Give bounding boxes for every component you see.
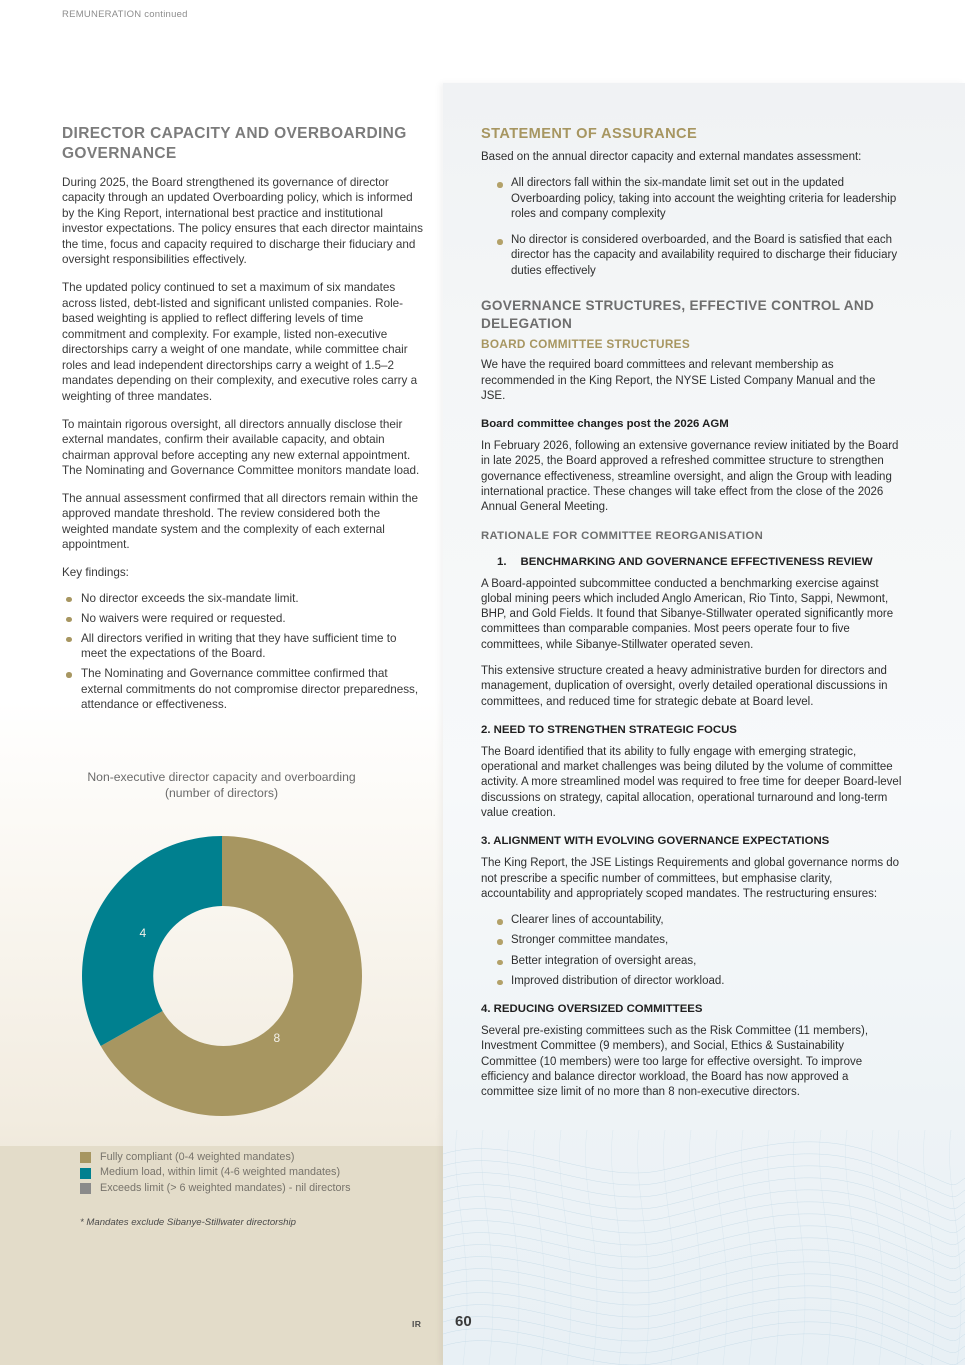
board-committee-structures-title: BOARD COMMITTEE STRUCTURES xyxy=(481,337,690,352)
rationale-item-4-body: Several pre-existing committees such as the Risk Committee (11 members), Investment Committee (9 members), and Social, Ethics & Sustainability Committee (10 members) were too large for effective oversight. To improve efficiency and balance director workload, the Board has now approved a committee size limit of no more than 8 non-executive directors. xyxy=(481,1025,869,1099)
left-paragraph-3: To maintain rigorous oversight, all directors annually disclose their external mandates, confirm their available capacity, and obtain chairman approval before accepting any new external appointment. The Nominating and Governance Committee monitors mandate load. xyxy=(62,417,420,478)
footer-page-number: 60 xyxy=(455,1313,472,1330)
legend-swatch-grey xyxy=(80,1183,91,1194)
governance-structures-title: GOVERNANCE STRUCTURES, EFFECTIVE CONTROL AND DELEGATION xyxy=(481,297,875,331)
donut-label-fully-compliant: 8 xyxy=(273,1030,281,1045)
legend-item-medium-load xyxy=(80,1165,443,1180)
list-item: The Nominating and Governance committee confirmed that external commitments do not compromise director preparedness, attendance or effectiveness. xyxy=(62,666,424,713)
left-column xyxy=(62,124,424,719)
list-item: Better integration of oversight areas, xyxy=(481,954,902,969)
chart-footnote: * Mandates exclude Sibanye-Stillwater directorship xyxy=(80,1217,296,1229)
legend-label: Exceeds limit (> 6 weighted mandates) - nil directors xyxy=(100,1181,351,1194)
list-item: Improved distribution of director workload. xyxy=(481,974,902,989)
legend-swatch-teal xyxy=(80,1168,91,1179)
left-paragraph-4: The annual assessment confirmed that all directors remain within the approved mandate threshold. The review considered both the weighted mandate system and the complexity of each external appointment. xyxy=(62,491,418,552)
list-item: All directors verified in writing that they have sufficient time to meet the expectations of the Board. xyxy=(62,631,424,662)
legend-swatch-gold xyxy=(80,1152,91,1163)
chart-title xyxy=(0,770,443,802)
statement-of-assurance-title: STATEMENT OF ASSURANCE xyxy=(481,126,698,142)
right-column xyxy=(481,126,902,1112)
list-item: No director is considered overboarded, and the Board is satisfied that each director has the capacity and availability required to discharge their fiduciary duties effectively xyxy=(481,233,902,279)
rationale-item-2-heading: 2. NEED TO STRENGTHEN STRATEGIC FOCUS xyxy=(481,723,737,736)
list-item: No director exceeds the six-mandate limit. xyxy=(62,591,424,607)
chart-title-line-1: Non-executive director capacity and overboarding xyxy=(87,770,356,784)
chart-legend xyxy=(0,1150,443,1196)
assurance-intro: Based on the annual director capacity and external mandates assessment: xyxy=(481,151,862,163)
rationale-item-1-body-1: A Board-appointed subcommittee conducted a benchmarking exercise against global mining peers which included Anglo American, Rio Tinto, Sappi, Newmont, BHP, and Gold Fields. It found that Sibanye-Stillwater operated significantly more committees than comparable companies. Most peers operate four to five committees, while Sibanye-Stillwater operated seven. xyxy=(481,577,894,651)
assurance-bullet-list xyxy=(481,176,902,279)
donut-label-medium-load: 4 xyxy=(139,925,147,940)
legend-label: Fully compliant (0-4 weighted mandates) xyxy=(100,1150,295,1163)
committee-changes-body: In February 2026, following an extensive governance review initiated by the Board in late 2025, the Board approved a refreshed committee structure to strengthen governance effectiveness, streamline oversight, and align the Group with leading international practice. These changes will take effect from the close of the 2026 Annual General Meeting. xyxy=(481,440,899,514)
footer-report-code: IR xyxy=(412,1319,422,1329)
rationale-item-1-heading xyxy=(481,556,902,568)
page-title: DIRECTOR CAPACITY AND OVERBOARDING GOVERNANCE xyxy=(62,125,407,162)
list-item: All directors fall within the six-mandate limit set out in the updated Overboarding policy, taking into account the weighting criteria for leadership roles and company complexity xyxy=(481,176,902,222)
list-item: Stronger committee mandates, xyxy=(481,933,902,948)
rationale-title: RATIONALE FOR COMMITTEE REORGANISATION xyxy=(481,529,764,542)
overboarding-donut-chart xyxy=(0,770,443,1228)
legend-item-exceeds-limit xyxy=(80,1181,443,1196)
key-findings-list xyxy=(62,591,424,713)
wave-pattern-decoration xyxy=(443,1130,965,1365)
legend-label: Medium load, within limit (4-6 weighted mandates) xyxy=(100,1166,341,1179)
list-item: Clearer lines of accountability, xyxy=(481,913,902,928)
left-paragraph-2: The updated policy continued to set a maximum of six mandates across listed, debt-listed and significant unlisted companies. Role-based weighting is applied to reflect differing levels of time commitment and complexity. For example, listed non-executive directorships carry a weight of one mandate, while committee chair roles and lead independent directorships carry a weight of 1.5–2 mandates depending on their complexity, and executive roles carry a weighting of three mandates. xyxy=(62,281,418,403)
rationale-item-4-heading: 4. REDUCING OVERSIZED COMMITTEES xyxy=(481,1003,703,1016)
running-head: REMUNERATION continued xyxy=(62,9,188,20)
rationale-item-3-body: The King Report, the JSE Listings Requirements and global governance norms do not prescribe a specific number of committees, but emphasise clarity, accountability and appropriately scoped mandates. The restructuring ensures: xyxy=(481,857,900,900)
committee-structures-body: We have the required board committees and relevant membership as recommended in the King Report, the NYSE Listed Company Manual and the JSE. xyxy=(481,359,876,402)
key-findings-label: Key findings: xyxy=(62,566,129,580)
left-paragraph-1: During 2025, the Board strengthened its governance of director capacity through an updated Overboarding policy, which is informed by the King Report, international best practice and institutional investor expectations. The policy ensures that each director maintains the time, focus and capacity required to discharge their fiduciary and oversight responsibilities effectively. xyxy=(62,175,423,267)
rationale-item-2-body: The Board identified that its ability to fully engage with emerging strategic, operational and market challenges was being diluted by the volume of committee activity. A more streamlined model was required to free time for deeper Board-level discussions on strategy, capital allocation, operational turnaround and long-term value creation. xyxy=(481,745,902,819)
donut-slice-medium-load xyxy=(82,836,222,1046)
committee-changes-heading: Board committee changes post the 2026 AGM xyxy=(481,418,729,431)
donut-graphic xyxy=(72,826,372,1126)
rationale-item-1-number: 1. xyxy=(497,555,507,568)
rationale-item-1-label: BENCHMARKING AND GOVERNANCE EFFECTIVENESS REVIEW xyxy=(520,555,873,568)
legend-item-fully-compliant xyxy=(80,1150,443,1165)
rationale-item-1-body-2: This extensive structure created a heavy administrative burden for directors and management, duplication of oversight, overly detailed operational discussions in committees, and reduced time for strategic debate at Board level. xyxy=(481,664,888,708)
rationale-item-3-bullet-list xyxy=(481,913,902,989)
chart-title-line-2: (number of directors) xyxy=(164,785,279,800)
rationale-item-3-heading: 3. ALIGNMENT WITH EVOLVING GOVERNANCE EXPECTATIONS xyxy=(481,835,830,848)
list-item: No waivers were required or requested. xyxy=(62,611,424,627)
